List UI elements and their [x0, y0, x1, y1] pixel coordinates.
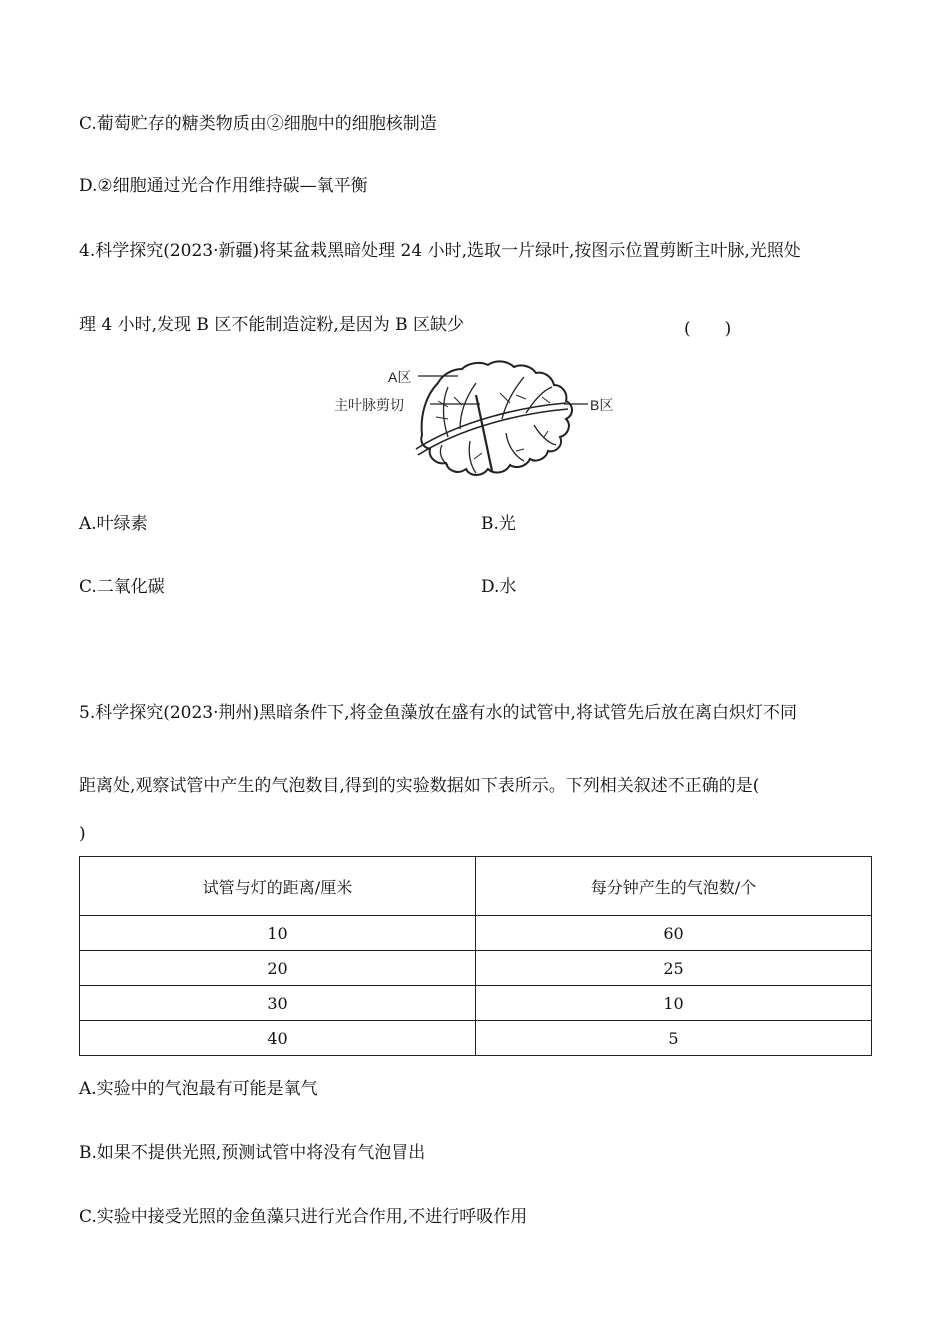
label-a-zone: A区 — [388, 369, 412, 385]
q5-option-b: B.如果不提供光照,预测试管中将没有气泡冒出 — [79, 1143, 426, 1163]
table-cell: 60 — [476, 916, 872, 951]
q5-option-a: A.实验中的气泡最有可能是氧气 — [79, 1079, 318, 1099]
table-cell: 40 — [80, 1021, 476, 1056]
table-cell: 5 — [476, 1021, 872, 1056]
table-cell: 25 — [476, 951, 872, 986]
table-cell: 20 — [80, 951, 476, 986]
table-row — [80, 951, 872, 986]
q4-option-d: D.水 — [481, 577, 517, 597]
q3-option-c: C.葡萄贮存的糖类物质由②细胞中的细胞核制造 — [79, 114, 437, 134]
table-row — [80, 916, 872, 951]
q4-stem-line1: 4.科学探究(2023·新疆)将某盆栽黑暗处理 24 小时,选取一片绿叶,按图示位置剪断主叶脉,光照处 — [79, 241, 801, 261]
table-header-bubbles: 每分钟产生的气泡数/个 — [476, 857, 872, 916]
table-cell: 30 — [80, 986, 476, 1021]
table-row — [80, 986, 872, 1021]
table-cell: 10 — [476, 986, 872, 1021]
table-row — [80, 1021, 872, 1056]
q5-data-table — [79, 856, 872, 1056]
table-cell: 10 — [80, 916, 476, 951]
leaf-diagram — [330, 355, 630, 485]
q4-option-a: A.叶绿素 — [79, 514, 148, 534]
q4-answer-blank: ( ) — [684, 319, 732, 339]
q4-option-b: B.光 — [481, 514, 516, 534]
q4-stem-line2: 理 4 小时,发现 B 区不能制造淀粉,是因为 B 区缺少 — [79, 315, 465, 335]
label-midrib-cut: 主叶脉剪切 — [334, 397, 404, 413]
q4-option-c: C.二氧化碳 — [79, 577, 165, 597]
q3-option-d: D.②细胞通过光合作用维持碳—氧平衡 — [79, 176, 368, 196]
table-header-distance: 试管与灯的距离/厘米 — [80, 857, 476, 916]
label-b-zone: B区 — [590, 397, 614, 413]
q5-stem-line1: 5.科学探究(2023·荆州)黑暗条件下,将金鱼藻放在盛有水的试管中,将试管先后放在离白炽灯不同 — [79, 703, 797, 723]
q5-option-c: C.实验中接受光照的金鱼藻只进行光合作用,不进行呼吸作用 — [79, 1207, 528, 1227]
q5-stem-line2: 距离处,观察试管中产生的气泡数目,得到的实验数据如下表所示。下列相关叙述不正确的是( — [79, 776, 760, 796]
table-header-row — [80, 857, 872, 916]
q5-stem-line3: ) — [79, 824, 86, 844]
